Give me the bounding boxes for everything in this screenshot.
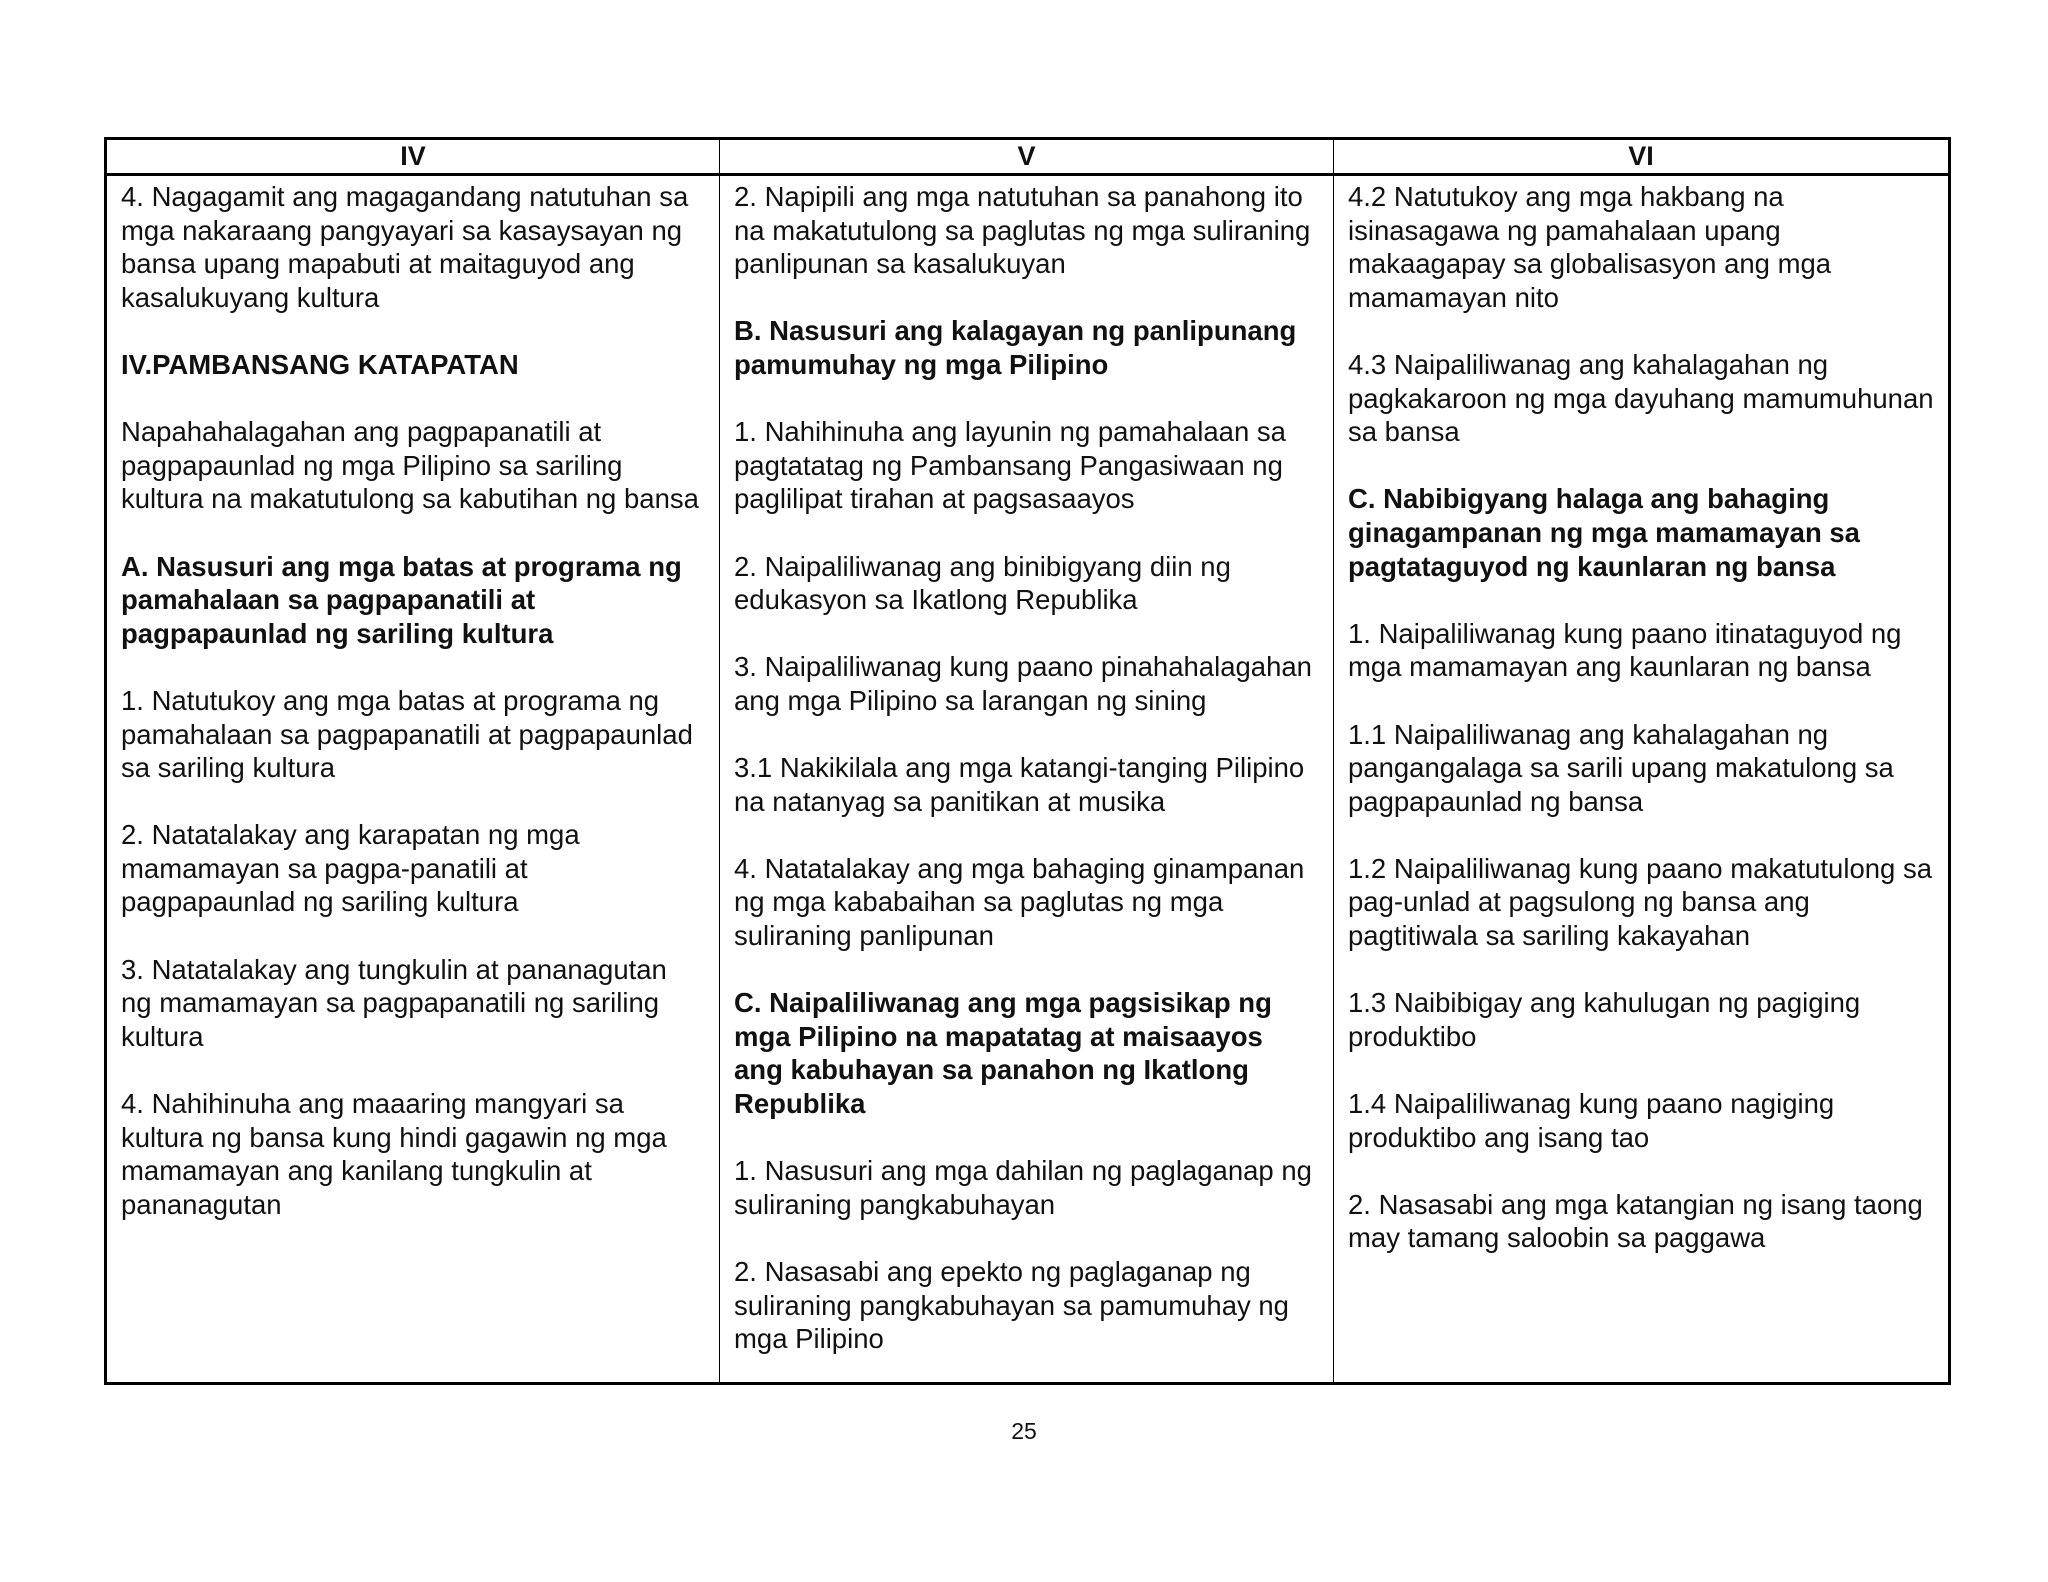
objective-item: 1. Nahihinuha ang layunin ng pamahalaan sa pagtatatag ng Pambansang Pangasiwaan ng paglilipat tirahan at pagsasaayos <box>734 416 1286 515</box>
objective-item: 4. Nahihinuha ang maaaring mangyari sa kultura ng bansa kung hindi gagawin ng mga mamamayan ang kanilang tungkulin at pananagutan <box>121 1088 667 1220</box>
objective-item: 4. Natatalakay ang mga bahaging ginampanan ng mga kababaihan sa paglutas ng mga suliraning panlipunan <box>734 852 1305 952</box>
section-heading: C. Nabibigyang halaga ang bahaging ginagampanan ng mga mamamayan sa pagtataguyod ng kaunlaran ng bansa <box>1348 483 1860 582</box>
objective-item: 4. Nagagamit ang magagandang natutuhan sa mga nakaraang pangyayari sa kasaysayan ng bansa upang mapabuti at maitaguyod ang kasalukuyang kultura <box>121 181 689 313</box>
table-header-row <box>106 139 1950 175</box>
column-header-iv: IV <box>106 139 720 175</box>
objective-item: 4.3 Naipaliliwanag ang kahalagahan ng pagkakaroon ng mga dayuhang mamumuhunan sa bansa <box>1348 348 1934 448</box>
objective-item: 1.2 Naipaliliwanag kung paano makatutulong sa pag-unlad at pagsulong ng bansa ang pagtitiwala sa sariling kakayahan <box>1348 852 1933 952</box>
objective-item: 1. Nasusuri ang mga dahilan ng paglaganap ng suliraning pangkabuhayan <box>734 1155 1312 1220</box>
section-heading: C. Naipaliliwanag ang mga pagsisikap ng mga Pilipino na mapatatag at maisaayos ang kabuhayan sa panahon ng Ikatlong Republika <box>734 987 1272 1120</box>
curriculum-table <box>104 137 1951 1385</box>
column-header-vi: VI <box>1334 139 1950 175</box>
objective-item: 2. Nasasabi ang mga katangian ng isang taong may tamang saloobin sa paggawa <box>1348 1188 1923 1254</box>
section-heading: IV.PAMBANSANG KATAPATAN <box>121 348 519 380</box>
objective-item: 2. Nasasabi ang epekto ng paglaganap ng suliraning pangkabuhayan sa pamumuhay ng mga Pilipino <box>734 1256 1289 1355</box>
objective-item: 3.1 Nakikilala ang mga katangi-tanging Pilipino na natanyag sa panitikan at musika <box>734 752 1305 817</box>
column-iv-cell <box>106 175 720 1384</box>
objective-item: 2. Naipaliliwanag ang binibigyang diin ng edukasyon sa Ikatlong Republika <box>734 550 1231 616</box>
objective-item: 3. Natatalakay ang tungkulin at pananagutan ng mamamayan sa pagpapanatili ng sariling kultura <box>121 953 667 1052</box>
column-vi-cell <box>1334 175 1950 1384</box>
objective-item: 2. Natatalakay ang karapatan ng mga mamamayan sa pagpa-panatili at pagpapaunlad ng sariling kultura <box>121 819 580 918</box>
page-number: 25 <box>1011 1418 1037 1444</box>
section-heading: B. Nasusuri ang kalagayan ng panlipunang pamumuhay ng mga Pilipino <box>734 315 1297 380</box>
objective-item: 2. Napipili ang mga natutuhan sa panahong ito na makatutulong sa paglutas ng mga suliraning panlipunan sa kasalukuyan <box>734 181 1311 280</box>
table-body-row <box>106 175 1950 1384</box>
objective-item: 1.4 Naipaliliwanag kung paano nagiging produktibo ang isang tao <box>1348 1088 1835 1153</box>
column-v-cell <box>720 175 1334 1384</box>
section-heading: A. Nasusuri ang mga batas at programa ng pamahalaan sa pagpapanatili at pagpapaunlad ng sariling kultura <box>121 550 682 649</box>
objective-item: 1.3 Naibibigay ang kahulugan ng pagiging produktibo <box>1348 987 1861 1052</box>
objective-item: 1. Natutukoy ang mga batas at programa ng pamahalaan sa pagpapanatili at pagpapaunlad sa sariling kultura <box>121 684 693 784</box>
objective-item: 3. Naipaliliwanag kung paano pinahahalagahan ang mga Pilipino sa larangan ng sining <box>734 651 1312 716</box>
objective-item: 1.1 Naipaliliwanag ang kahalagahan ng pangangalaga sa sarili upang makatulong sa pagpapaunlad ng bansa <box>1348 718 1894 817</box>
objective-item: 4.2 Natutukoy ang mga hakbang na isinasagawa ng pamahalaan upang makaagapay sa globalisasyon ang mga mamamayan nito <box>1348 181 1832 313</box>
column-header-v: V <box>720 139 1334 175</box>
objective-item: Napahahalagahan ang pagpapanatili at pagpapaunlad ng mga Pilipino sa sariling kultura na makatutulong sa kabutihan ng bansa <box>121 416 699 515</box>
objective-item: 1. Naipaliliwanag kung paano itinataguyod ng mga mamamayan ang kaunlaran ng bansa <box>1348 617 1902 683</box>
